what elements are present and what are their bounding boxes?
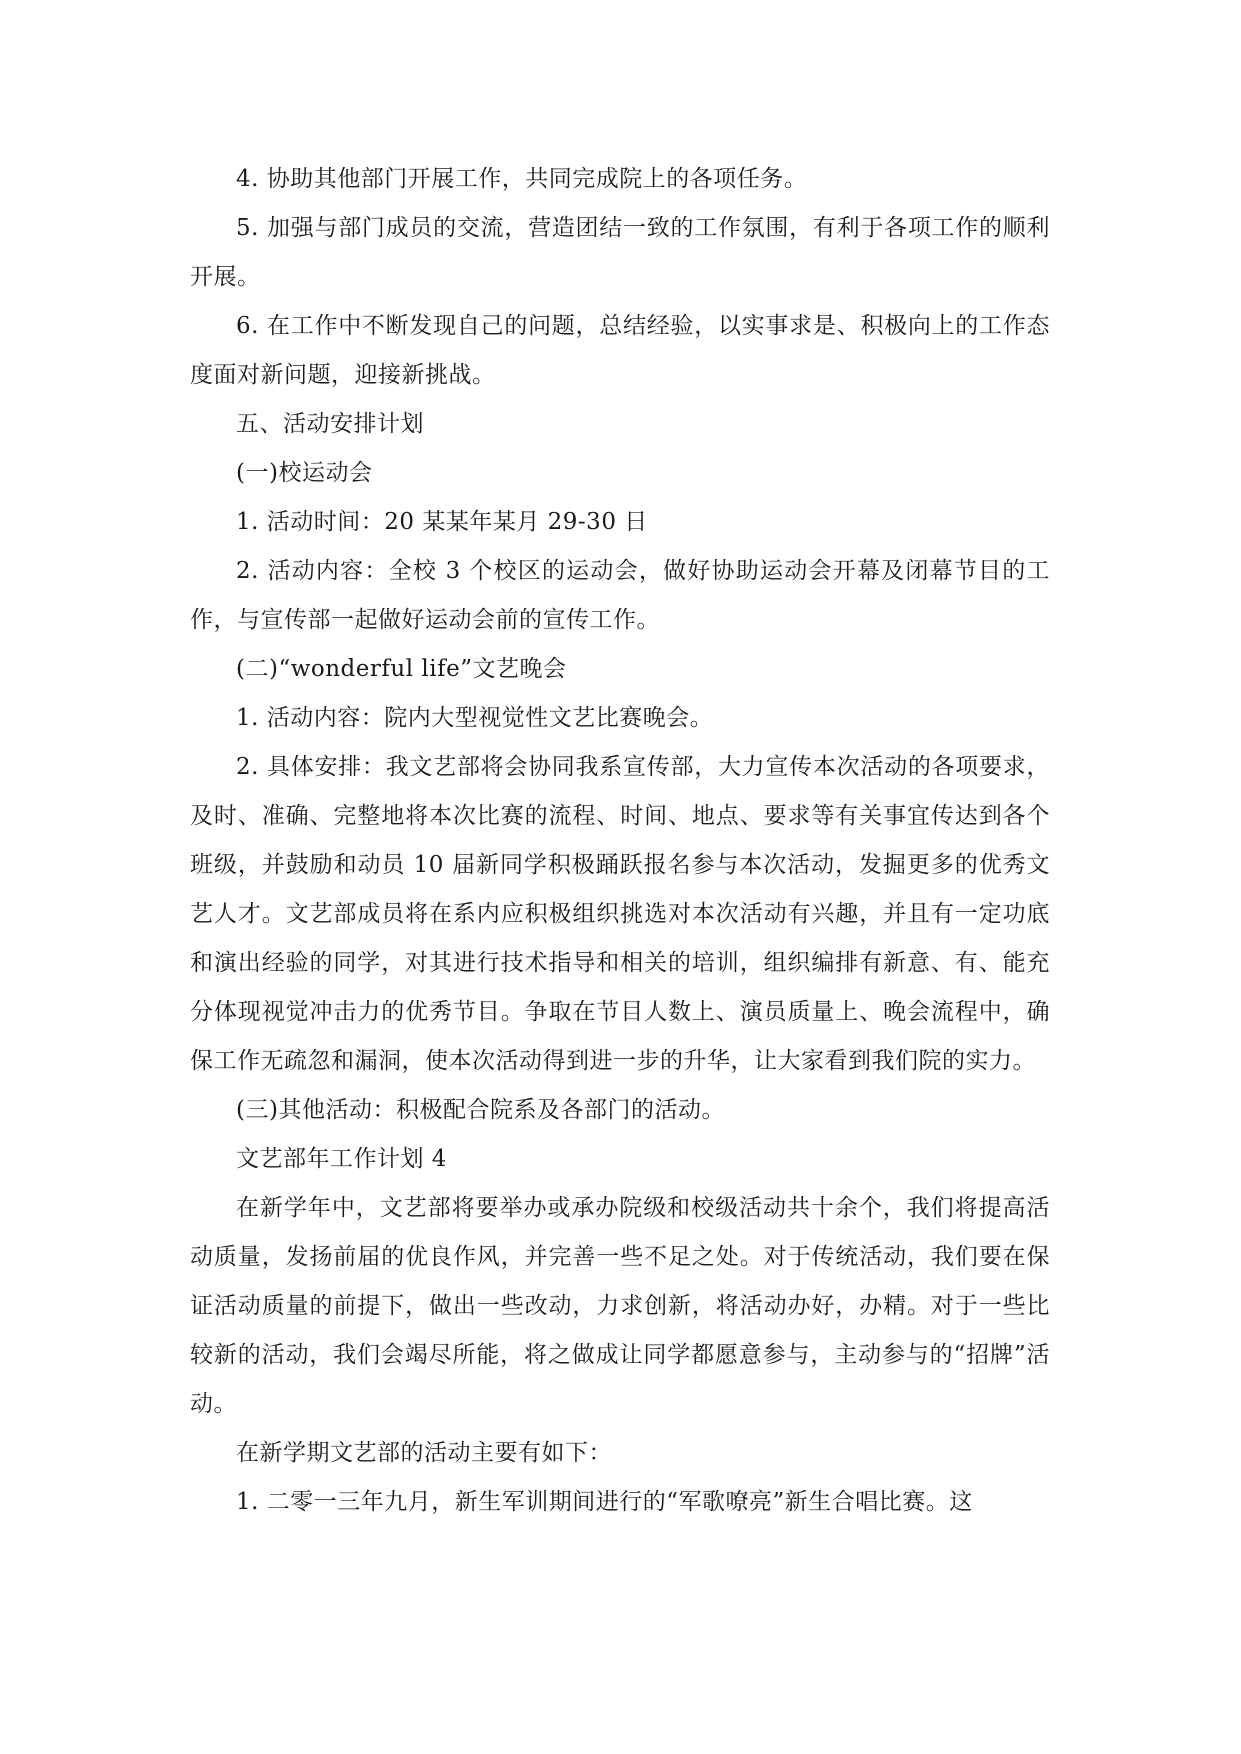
section-heading-activity-plan: 五、活动安排计划 — [236, 411, 424, 437]
paragraph-item-4: 4. 协助其他部门开展工作，共同完成院上的各项任务。 — [236, 166, 808, 192]
paragraph-activity-1: 1. 二零一三年九月，新生军训期间进行的“军歌嘹亮”新生合唱比赛。这 — [236, 1489, 973, 1515]
paragraph-activity-content: 2. 活动内容：全校 3 个校区的运动会，做好协助运动会开幕及闭幕节目的工作，与宣传部一起做好运动会前的宣传工作。 — [190, 558, 1050, 633]
section-title-plan-4: 文艺部年工作计划 4 — [236, 1146, 447, 1172]
subsection-heading-other: (三)其他活动：积极配合院系及各部门的活动。 — [236, 1097, 725, 1123]
paragraph-item-6: 6. 在工作中不断发现自己的问题，总结经验，以实事求是、积极向上的工作态度面对新问题，迎接新挑战。 — [190, 313, 1050, 388]
subsection-heading-sports-meet: (一)校运动会 — [236, 460, 373, 486]
paragraph-activities-lead: 在新学期文艺部的活动主要有如下： — [236, 1440, 612, 1466]
document-page — [190, 155, 1050, 1527]
paragraph-gala-arrangement: 2. 具体安排：我文艺部将会协同我系宣传部，大力宣传本次活动的各项要求，及时、准确、完整地将本次比赛的流程、时间、地点、要求等有关事宜传达到各个班级，并鼓励和动员 10 届新同学积极踊跃报名参与本次活动，发掘更多的优秀文艺人才。文艺部成员将在系内应积极组织挑选对本次活动有兴趣，并且有一定功底和演出经验的同学，对其进行技术指导和相关的培训，组织编排有新意、有、能充分体现视觉冲击力的优秀节目。争取在节目人数上、演员质量上、晚会流程中，确保工作无疏忽和漏洞，使本次活动得到进一步的升华，让大家看到我们院的实力。 — [190, 754, 1050, 1074]
paragraph-new-year-intro: 在新学年中，文艺部将要举办或承办院级和校级活动共十余个，我们将提高活动质量，发扬前届的优良作风，并完善一些不足之处。对于传统活动，我们要在保证活动质量的前提下，做出一些改动，力求创新，将活动办好，办精。对于一些比较新的活动，我们会竭尽所能，将之做成让同学都愿意参与，主动参与的“招牌”活动。 — [190, 1195, 1050, 1417]
subsection-heading-gala: (二)“wonderful life”文艺晚会 — [236, 656, 567, 682]
paragraph-activity-time: 1. 活动时间：20 某某年某月 29-30 日 — [236, 509, 648, 535]
paragraph-gala-content: 1. 活动内容：院内大型视觉性文艺比赛晚会。 — [236, 705, 714, 731]
paragraph-item-5: 5. 加强与部门成员的交流，营造团结一致的工作氛围，有利于各项工作的顺利开展。 — [190, 215, 1050, 290]
